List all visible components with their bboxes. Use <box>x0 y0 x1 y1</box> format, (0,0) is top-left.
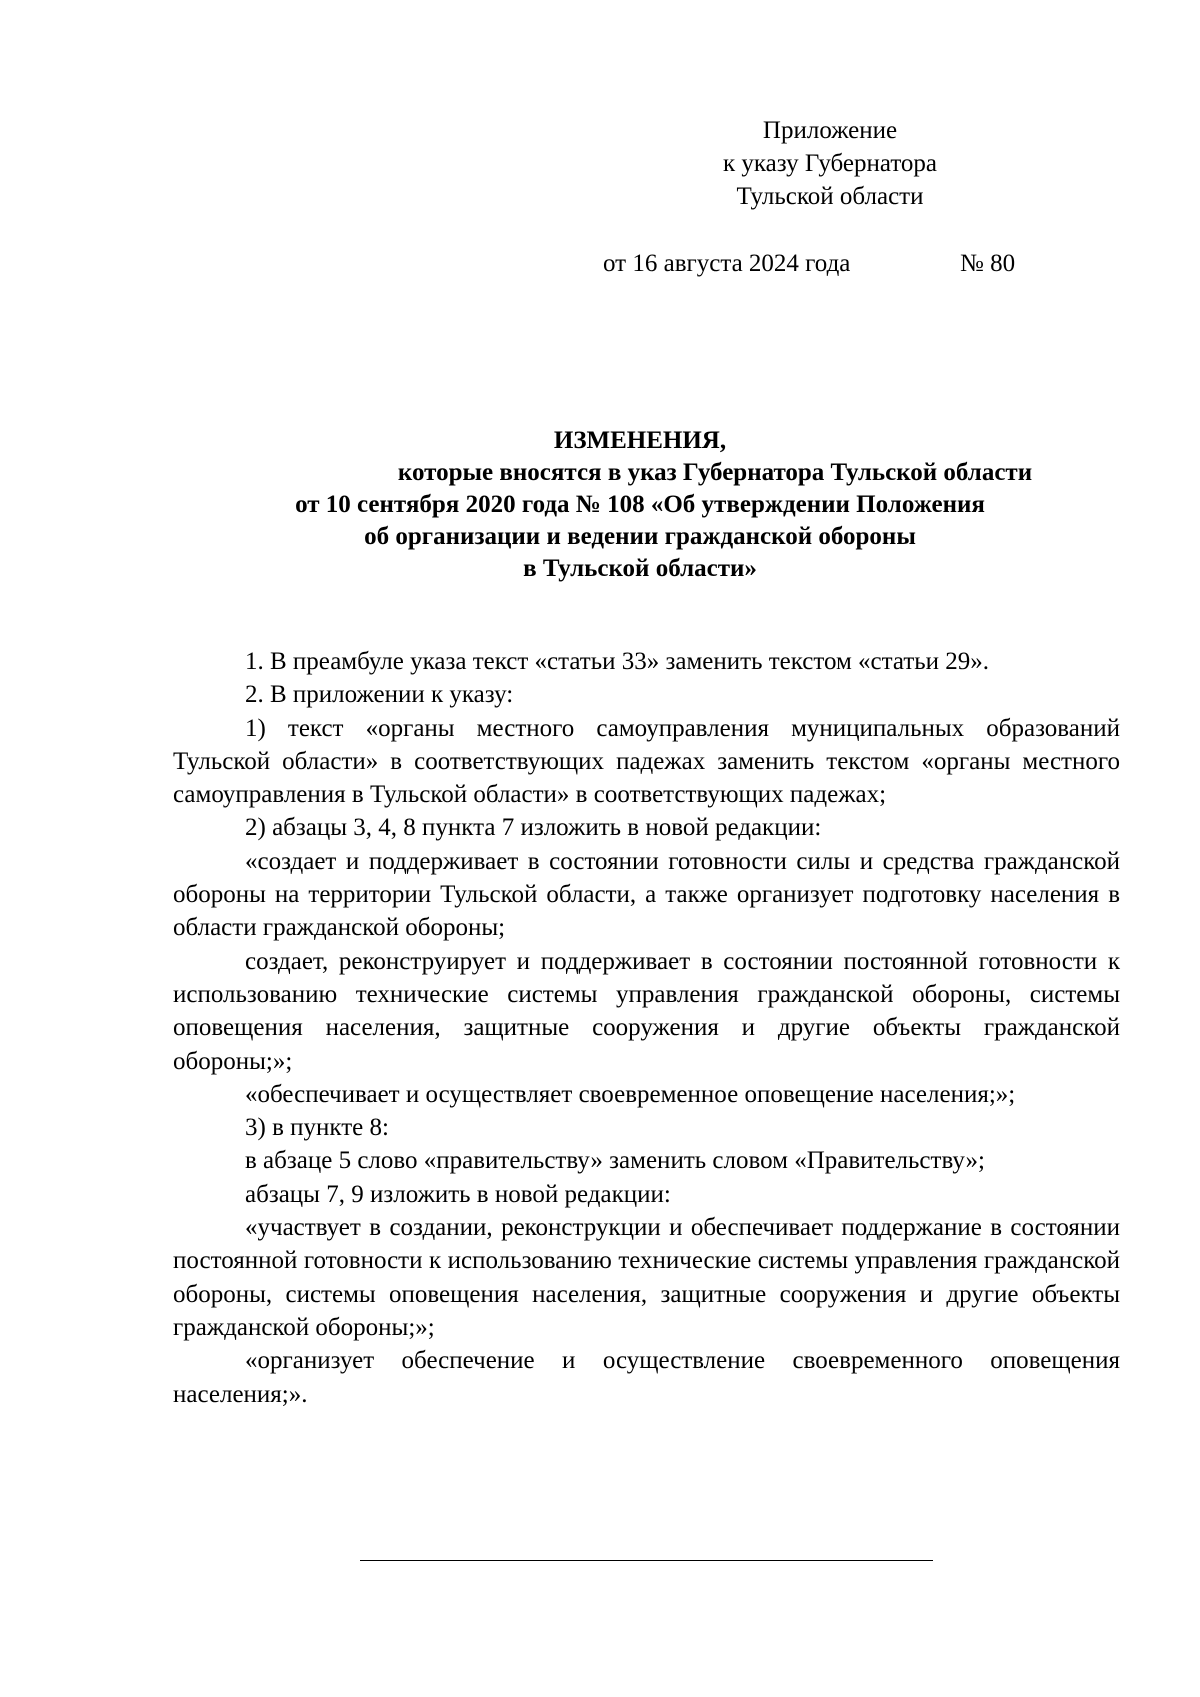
paragraph: «организует обеспечение и осуществление своевременного оповещения населения;». <box>173 1347 1120 1408</box>
paragraph: «обеспечивает и осуществляет своевременное оповещение населения;»; <box>245 1080 1016 1108</box>
appendix-line-1: Приложение <box>762 117 898 144</box>
decree-number: № 80 <box>960 250 1016 277</box>
paragraph: 2. В приложении к указу: <box>245 681 514 709</box>
title-line-4: об организации и ведении гражданской обороны <box>364 523 916 550</box>
paragraph: 3) в пункте 8: <box>245 1114 389 1142</box>
closing-rule <box>360 1560 933 1561</box>
title-line-2: которые вносятся в указ Губернатора Тульской области <box>397 459 1033 486</box>
paragraph: создает, реконструирует и поддерживает в состоянии постоянной готовности к использованию технические системы управления гражданской обороны, системы оповещения населения, защитные сооружения и другие объекты гражданской обороны;»; <box>173 947 1120 1075</box>
paragraph: абзацы 7, 9 изложить в новой редакции: <box>245 1180 671 1208</box>
paragraph: 1. В преамбуле указа текст «статьи 33» заменить текстом «статьи 29». <box>245 648 990 675</box>
paragraph: в абзаце 5 слово «правительству» заменить словом «Правительству»; <box>245 1147 985 1175</box>
appendix-line-2: к указу Губернатора <box>722 150 938 177</box>
document-title <box>160 425 1120 585</box>
title-line-5: в Тульской области» <box>523 555 757 582</box>
title-line-1: ИЗМЕНЕНИЯ, <box>553 427 727 454</box>
paragraph: 2) абзацы 3, 4, 8 пункта 7 изложить в новой редакции: <box>245 814 822 842</box>
document-body <box>173 645 1120 1411</box>
paragraph: «создает и поддерживает в состоянии готовности силы и средства гражданской обороны на территории Тульской области, а также организует подготовку населения в области гражданской обороны; <box>173 847 1120 942</box>
appendix-header <box>700 114 960 213</box>
paragraph: 1) текст «органы местного самоуправления муниципальных образований Тульской области» в соответствующих падежах заменить текстом «органы местного самоуправления в Тульской области» в соответствующих падежах; <box>173 714 1120 809</box>
decree-date: от 16 августа 2024 года <box>603 250 851 277</box>
appendix-line-3: Тульской области <box>736 183 924 210</box>
paragraph: «участвует в создании, реконструкции и обеспечивает поддержание в состоянии постоянной готовности к использованию технические системы управления гражданской обороны, системы оповещения населения, защитные сооружения и другие объекты гражданской обороны;»; <box>173 1214 1120 1341</box>
title-line-3: от 10 сентября 2020 года № 108 «Об утверждении Положения <box>295 491 985 518</box>
